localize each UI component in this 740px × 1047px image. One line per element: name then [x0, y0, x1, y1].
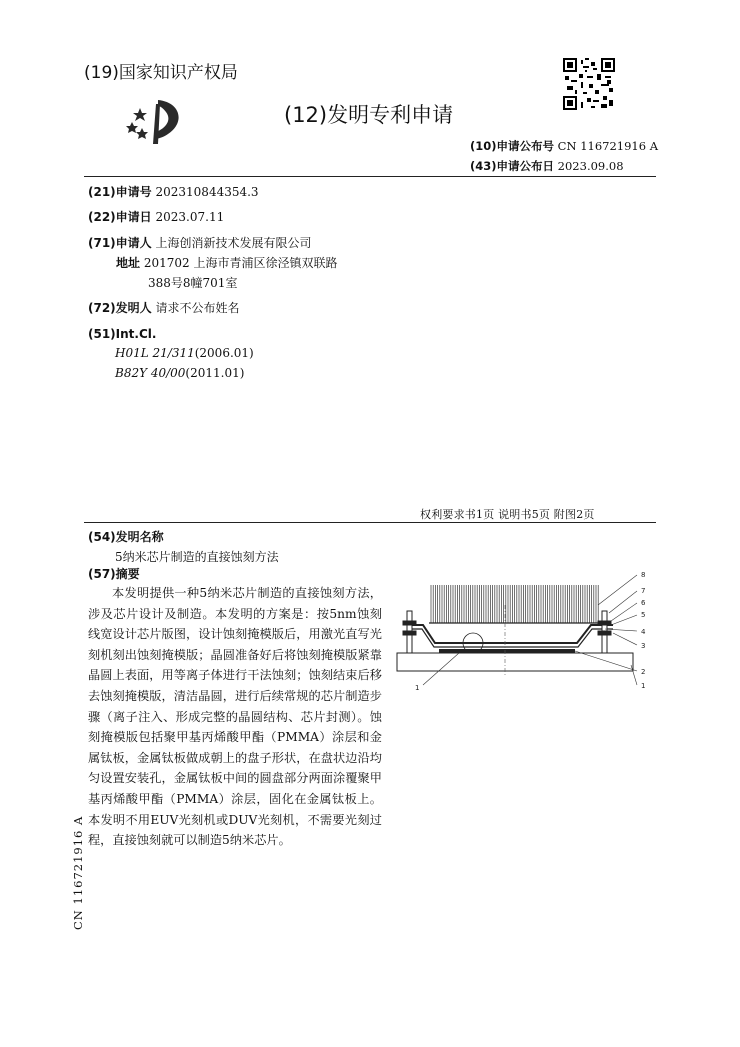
- abstract-text: 本发明提供一种5纳米芯片制造的直接蚀刻方法，涉及芯片设计及制造。本发明的方案是：按5nm蚀刻线宽设计芯片版图，设计蚀刻掩模版后，用激光直写光刻机刻出蚀刻掩模版；晶圆准备好后将蚀刻掩模版紧靠晶圆上表面，用等离子体进行干法蚀刻；蚀刻结束后移去蚀刻掩模版，清洁晶圆，进行后续常规的芯片制造步骤（离子注入、形成完整的晶圆结构、芯片封测）。蚀刻掩模版包括聚甲基丙烯酸甲酯（PMMA）涂层和金属钛板，金属钛板做成朝上的盘子形状，在盘状边沿均匀设置安装孔，金属钛板中间的圆盘部分两面涂覆聚甲基丙烯酸甲酯（PMMA）涂层，固化在金属钛板上。本发明不用EUV光刻机或DUV光刻机，不需要光刻过程，直接蚀刻就可以制造5纳米芯片。: [88, 586, 382, 848]
- divider-top: [84, 176, 656, 177]
- title-label: [88, 529, 164, 545]
- figure-wafer: [439, 649, 575, 653]
- address: [116, 255, 337, 271]
- pub-no-label: (10)申请公布号: [470, 139, 555, 153]
- fig-label-i: 1: [415, 684, 420, 692]
- fig-label-5: 5: [641, 611, 646, 619]
- app-no-value: 202310844354.3: [155, 185, 259, 199]
- side-number-text: CN 116721916 A: [71, 815, 85, 930]
- invention-title: 5纳米芯片制造的直接蚀刻方法: [115, 550, 279, 564]
- fig-label-3: 3: [641, 642, 646, 650]
- fig-label-4: 4: [641, 628, 646, 636]
- divider-middle: [84, 522, 656, 523]
- publication-date: [470, 158, 624, 174]
- logo-star-3: [136, 128, 148, 139]
- title-label-text: (54)发明名称: [88, 530, 164, 544]
- app-date-label: (22)申请日: [88, 210, 152, 224]
- application-number: [88, 184, 259, 200]
- pub-no-value: CN 116721916 A: [557, 139, 658, 153]
- logo-star-2: [126, 122, 138, 133]
- fig-label-6: 6: [641, 599, 646, 607]
- qr-code: [563, 58, 615, 110]
- address-label: 地址: [116, 256, 141, 270]
- pub-date-value: 2023.09.08: [557, 159, 624, 173]
- page-counts: 权利要求书1页 说明书5页 附图2页: [420, 508, 595, 521]
- publication-number: [470, 138, 658, 154]
- inventor-label: (72)发明人: [88, 301, 152, 315]
- ipc-class-1: [115, 346, 254, 360]
- ipc1-version: (2006.01): [194, 346, 254, 360]
- applicant: [88, 235, 312, 251]
- document-type: (12)发明专利申请: [284, 103, 454, 127]
- ipc1-code: H01L 21/311: [115, 346, 195, 360]
- fig-label-1: 1: [641, 682, 646, 690]
- figure-fins: [431, 585, 598, 623]
- address-line1: 201702 上海市青浦区徐泾镇双联路: [143, 256, 338, 270]
- application-date: [88, 209, 224, 225]
- figure-dish: [407, 625, 613, 643]
- app-no-label: (21)申请号: [88, 185, 152, 199]
- fig-label-2: 2: [641, 668, 646, 676]
- pub-date-label: (43)申请公布日: [470, 159, 555, 173]
- app-date-value: 2023.07.11: [155, 210, 225, 224]
- address-line2: 388号8幢701室: [148, 276, 238, 290]
- ipc2-code: B82Y 40/00: [115, 366, 186, 380]
- ipc-class-2: [115, 366, 244, 380]
- int-cl-text: (51)Int.Cl.: [88, 327, 157, 341]
- int-cl-label: [88, 326, 156, 342]
- applicant-label: (71)申请人: [88, 236, 152, 250]
- abstract-label: [88, 566, 140, 582]
- ipc2-version: (2011.01): [185, 366, 245, 380]
- side-publication-number: [71, 815, 85, 930]
- abstract-figure: [395, 565, 660, 700]
- applicant-value: 上海创消新技术发展有限公司: [155, 236, 312, 250]
- inventor-value: 请求不公布姓名: [155, 301, 240, 315]
- figure-base: [397, 653, 633, 671]
- logo-star-1: [133, 108, 147, 121]
- inventor: [88, 300, 240, 316]
- fig-label-7: 7: [641, 587, 646, 595]
- fig-label-8: 8: [641, 571, 646, 579]
- cnipa-logo: [120, 94, 192, 152]
- patent-office-name: (19)国家知识产权局: [84, 63, 238, 83]
- abstract-label-text: (57)摘要: [88, 567, 140, 581]
